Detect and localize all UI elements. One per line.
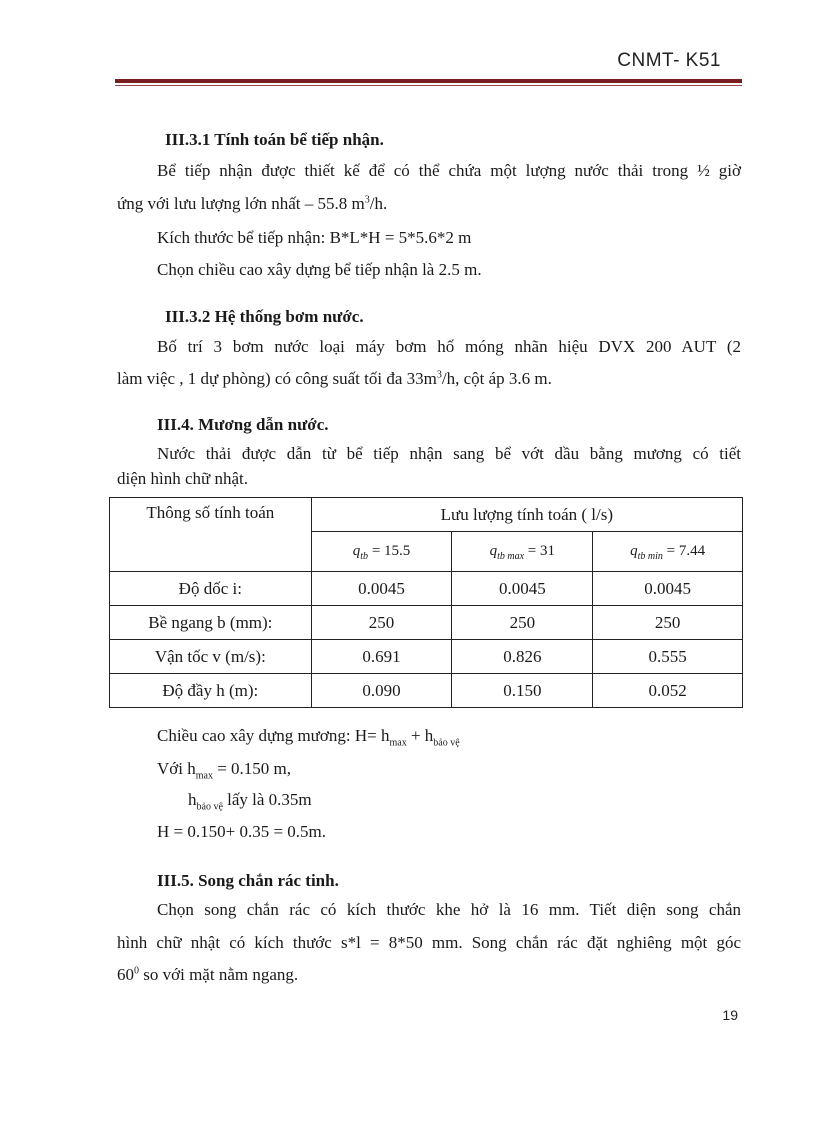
table-cell: 0.0045	[452, 572, 593, 606]
table-cell: 0.555	[593, 640, 743, 674]
table-cell: 0.150	[452, 674, 593, 708]
document-header: CNMT- K51	[617, 50, 721, 71]
table-cell: 250	[311, 606, 452, 640]
table-row-label: Độ đầy h (m):	[110, 674, 312, 708]
table-row	[110, 640, 743, 674]
table-header-parameter: Thông số tính toán	[110, 498, 312, 572]
header-rule	[115, 79, 742, 83]
table-header-flow: Lưu lượng tính toán ( l/s)	[311, 498, 742, 532]
table-row-label: Bề ngang b (mm):	[110, 606, 312, 640]
table-row-label: Vận tốc v (m/s):	[110, 640, 312, 674]
table-cell: 250	[452, 606, 593, 640]
section-heading-3-5: III.5. Song chắn rác tinh.	[157, 871, 339, 890]
calc-line: Với $h_{max} = 0.150$ m,	[157, 759, 292, 782]
paragraph-line: Kích thước bể tiếp nhận: B*L*H = 5*5.6*2 m	[157, 228, 472, 247]
table-cell: 250	[593, 606, 743, 640]
table-cell: 0.0045	[311, 572, 452, 606]
calc-line: H = 0.150+ 0.35 = 0.5m.	[157, 822, 327, 841]
section-heading-3-3-1: III.3.1 Tính toán bể tiếp nhận.	[165, 130, 384, 149]
table-row	[110, 572, 743, 606]
table-cell: 0.691	[311, 640, 452, 674]
calc-line: Chiều cao xây dựng mương: $H= h_{max} + h_{bảo vệ}$	[157, 726, 460, 749]
header-rule-thin	[115, 85, 742, 86]
table-row	[110, 606, 743, 640]
table-row	[110, 674, 743, 708]
paragraph-line: Chọn song chắn rác có kích thước khe hở là 16 mm. Tiết diện song chắn	[157, 900, 741, 919]
table-row-label: Độ dốc i:	[110, 572, 312, 606]
paragraph-line: Nước thải được dẫn từ bể tiếp nhận sang bể vớt dầu bằng mương có tiết	[157, 444, 741, 463]
page-number: 19	[722, 1007, 738, 1023]
paragraph-line: hình chữ nhật có kích thước s*l = 8*50 mm. Song chắn rác đặt nghiêng một góc	[117, 933, 741, 952]
calc-line: $h_{bảo vệ}$ lấy là 0.35m	[188, 790, 312, 813]
paragraph-line: làm việc , 1 dự phòng) có công suất tối đa $33m^3/h$, cột áp 3.6 m.	[117, 369, 552, 388]
table-header-q-tb-min: $q_{tb min} = 7.44$	[593, 532, 743, 572]
channel-parameters-table	[109, 497, 743, 708]
table-cell: 0.0045	[593, 572, 743, 606]
table-header-q-tb-max: $q_{tb max} = 31$	[452, 532, 593, 572]
section-heading-3-3-2: III.3.2 Hệ thống bơm nước.	[165, 307, 364, 326]
paragraph-line: Bố trí 3 bơm nước loại máy bơm hố móng nhãn hiệu DVX 200 AUT (2	[157, 337, 741, 356]
paragraph-line: Chọn chiều cao xây dựng bể tiếp nhận là 2.5 m.	[157, 260, 482, 279]
table-cell: 0.826	[452, 640, 593, 674]
table-cell: 0.090	[311, 674, 452, 708]
paragraph-line: ứng với lưu lượng lớn nhất – 55.8 $m^3/h$.	[117, 194, 388, 213]
paragraph-line: diện hình chữ nhật.	[117, 469, 249, 488]
paragraph-line: $60^0$ so với mặt nằm ngang.	[117, 965, 299, 984]
table-cell: 0.052	[593, 674, 743, 708]
paragraph-line: Bể tiếp nhận được thiết kế để có thể chứa một lượng nước thải trong ½ giờ	[157, 161, 741, 180]
section-heading-3-4: III.4. Mương dẫn nước.	[157, 415, 329, 434]
table-header-q-tb: $q_{tb} = 15.5$	[311, 532, 452, 572]
